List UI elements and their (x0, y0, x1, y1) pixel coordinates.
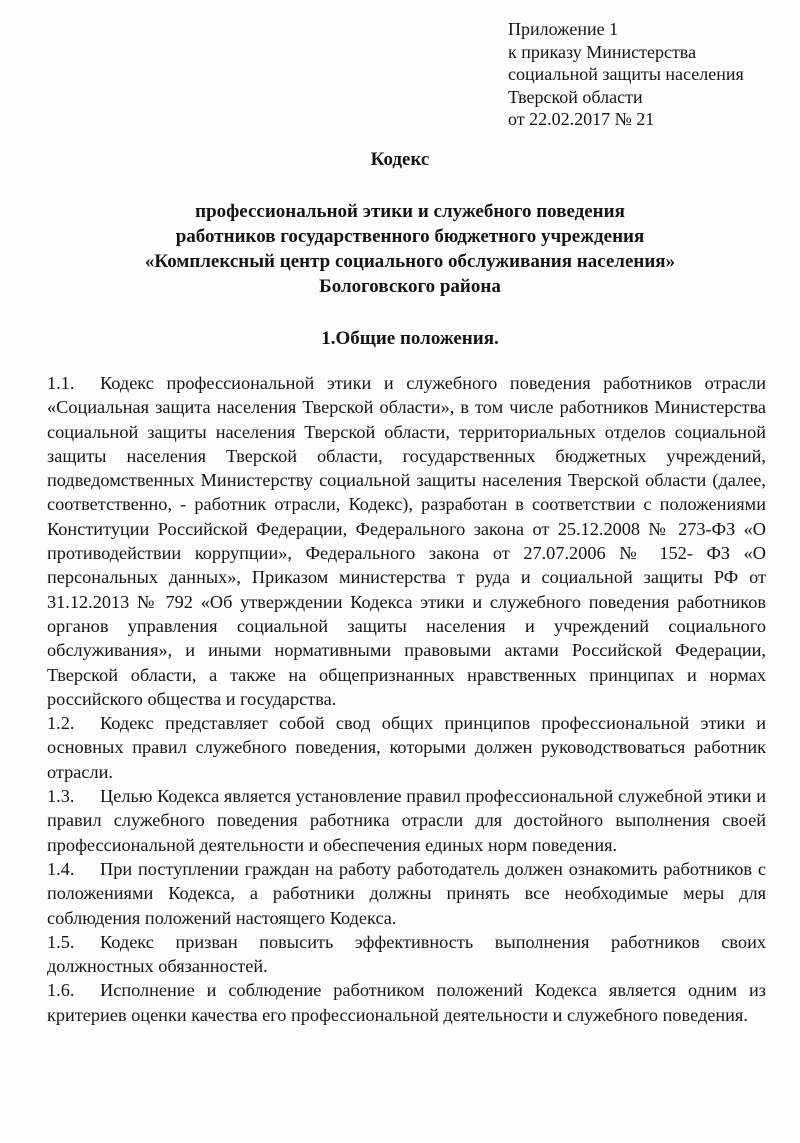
document-subtitle (40, 199, 780, 299)
paragraph (47, 711, 766, 784)
subtitle-line: работников государственного бюджетного учреждения (175, 226, 645, 247)
paragraph-text: Целью Кодекса является установление правил профессиональной служебной этики и правил служебного поведения работника отрасли для достойного выполнения своей профессиональной деятельности и обеспечения единых норм поведения. (47, 786, 766, 855)
paragraph-number: 1.5. (47, 931, 75, 952)
appendix-line: социальной защиты населения (508, 64, 744, 84)
paragraph-text: Кодекс призван повысить эффективность выполнения работников своих должностных обязанностей. (47, 931, 766, 977)
paragraph-number: 1.3. (47, 786, 75, 807)
appendix-header (508, 18, 788, 131)
document-title: Кодекс (370, 149, 430, 170)
appendix-line: Тверской области (508, 86, 643, 107)
subtitle-line: «Комплексный центр социального обслуживания населения» (144, 251, 676, 272)
paragraph-text: Кодекс профессиональной этики и служебного поведения работников отрасли «Социальная защита населения Тверской области», в том числе работников Министерства социальной защиты населения Тверской области, территориальных отделов социальной защиты населения Тверской области, государственных бюджетных учреждений, подведомственных Министерству социальной защиты населения Тверской области (далее, соответственно, - работник отрасли, Кодекс), разработан в соответствии с положениями Конституции Российской Федерации, Федерального закона от 25.12.2008 № 273-ФЗ «О противодействии коррупции», Федерального закона от 27.07.2006 № 152- ФЗ «О персональных данных», Приказом министерства т руда и социальной защиты РФ от 31.12.2013 № 792 «Об утверждении Кодекса этики и служебного поведения работников органов управления социальной защиты населения и учреждений социального обслуживания», и иными нормативными правовыми актами Российской Федерации, Тверской области, а также на общепризнанных нравственных принципах и нормах российского общества и государства. (47, 373, 766, 709)
paragraph-number: 1.2. (47, 713, 75, 734)
appendix-line: Приложение 1 (508, 19, 619, 39)
subtitle-line: Бологовского района (319, 276, 501, 297)
document-body (47, 371, 766, 1027)
paragraph (47, 930, 766, 979)
paragraph (47, 978, 766, 1027)
subtitle-line: профессиональной этики и служебного поведения (195, 201, 625, 222)
paragraph (47, 784, 766, 857)
paragraph-text: Исполнение и соблюдение работником положений Кодекса является одним из критериев оценки качества его профессиональной деятельности и служебного поведения. (47, 980, 766, 1025)
section-heading: 1.Общие положения. (321, 328, 499, 349)
paragraph-number: 1.1. (47, 373, 75, 393)
paragraph-text: Кодекс представляет собой свод общих принципов профессиональной этики и основных правил служебного поведения, которыми должен руководствоваться работник отрасли. (47, 713, 766, 782)
paragraph-number: 1.4. (47, 858, 75, 879)
appendix-line: от 22.02.2017 № 21 (508, 109, 655, 129)
paragraph-number: 1.6. (47, 980, 75, 1001)
paragraph-text: При поступлении граждан на работу работодатель должен ознакомить работников с положениями Кодекса, а работники должны принять все необходимые меры для соблюдения положений настоящего Кодекса. (47, 858, 766, 928)
appendix-line: к приказу Министерства (508, 41, 697, 62)
paragraph (47, 371, 766, 711)
paragraph (47, 857, 766, 930)
